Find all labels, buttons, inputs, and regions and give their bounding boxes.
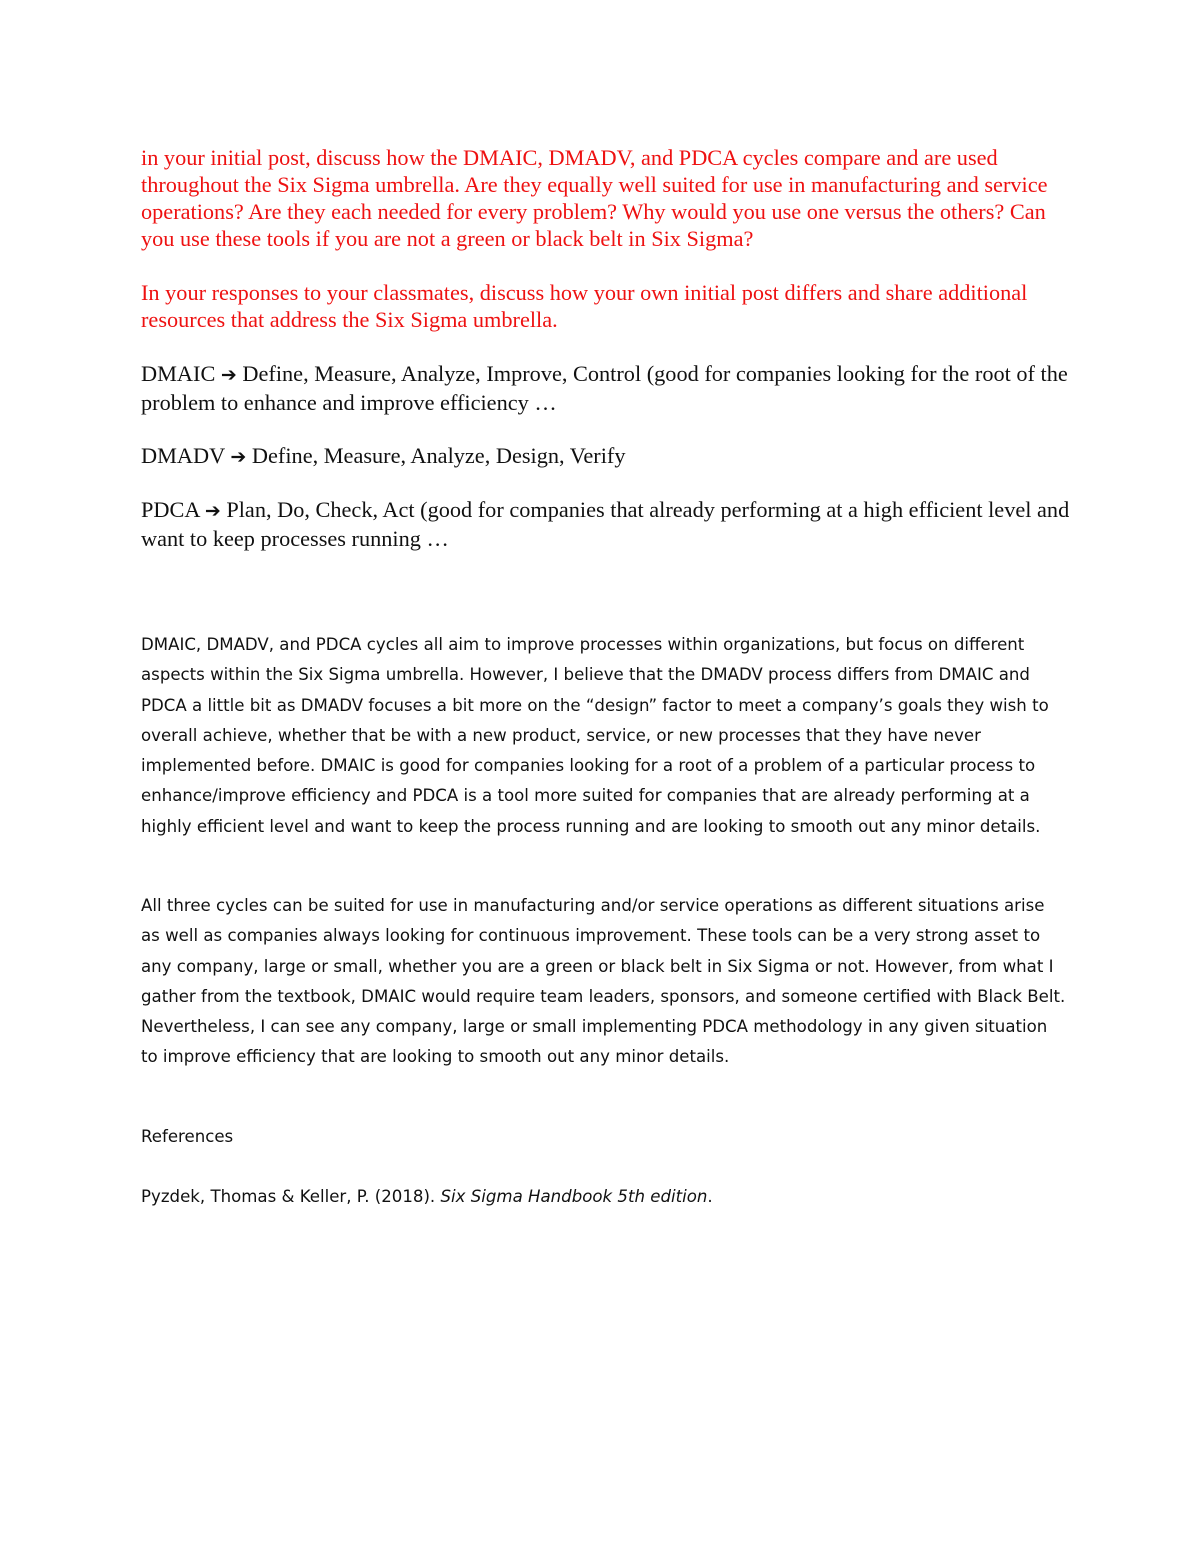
note-dmadv bbox=[141, 442, 1071, 471]
references-heading: References bbox=[141, 1127, 234, 1146]
right-arrow-icon: ➔ bbox=[204, 500, 221, 522]
note-dmaic-term: DMAIC bbox=[141, 361, 216, 386]
citation-authors: Pyzdek, Thomas & Keller, P. (2018). bbox=[141, 1187, 441, 1206]
citation-title: Six Sigma Handbook 5th edition bbox=[440, 1187, 708, 1206]
right-arrow-icon: ➔ bbox=[220, 364, 237, 386]
note-pdca-desc: Plan, Do, Check, Act (good for companies that already performing at a high efficient level and want to keep processes running … bbox=[141, 497, 1070, 551]
reference-citation bbox=[141, 1182, 1066, 1212]
note-pdca bbox=[141, 496, 1071, 552]
prompt-paragraph-1: in your initial post, discuss how the DMAIC, DMADV, and PDCA cycles compare and are used throughout the Six Sigma umbrella. Are they equally well suited for use in manufacturing and service operations? Are they each needed for every problem? Why would you use one versus the others? Can you use these tools if you are not a green or black belt in Six Sigma? bbox=[141, 145, 1048, 251]
note-dmaic bbox=[141, 360, 1071, 416]
prompt-paragraph-2: In your responses to your classmates, discuss how your own initial post differs and share additional resources that address the Six Sigma umbrella. bbox=[141, 280, 1028, 332]
note-dmaic-desc: Define, Measure, Analyze, Improve, Control (good for companies looking for the root of the problem to enhance and improve efficiency … bbox=[141, 361, 1068, 415]
note-dmadv-desc: Define, Measure, Analyze, Design, Verify bbox=[251, 443, 626, 468]
note-pdca-term: PDCA bbox=[141, 497, 200, 522]
response-paragraph-2: All three cycles can be suited for use in manufacturing and/or service operations as different situations arise as well as companies always looking for continuous improvement. These tools can be a very strong asset to any company, large or small, whether you are a green or black belt in Six Sigma or not. However, from what I gather from the textbook, DMAIC would require team leaders, sponsors, and someone certified with Black Belt. Nevertheless, I can see any company, large or small implementing PDCA methodology in any given situation to improve efficiency that are looking to smooth out any minor details. bbox=[141, 896, 1066, 1067]
response-paragraph-1: DMAIC, DMADV, and PDCA cycles all aim to improve processes within organizations, but focus on different aspects within the Six Sigma umbrella. However, I believe that the DMADV process differs from DMAIC and PDCA a little bit as DMADV focuses a bit more on the “design” factor to meet a company’s goals they wish to overall achieve, whether that be with a new product, service, or new processes that they have never implemented before. DMAIC is good for companies looking for a root of a problem of a particular process to enhance/improve efficiency and PDCA is a tool more suited for companies that are already performing at a highly efficient level and want to keep the process running and are looking to smooth out any minor details. bbox=[141, 635, 1049, 836]
citation-end: . bbox=[707, 1187, 713, 1206]
note-dmadv-term: DMADV bbox=[141, 443, 225, 468]
right-arrow-icon: ➔ bbox=[230, 446, 247, 468]
